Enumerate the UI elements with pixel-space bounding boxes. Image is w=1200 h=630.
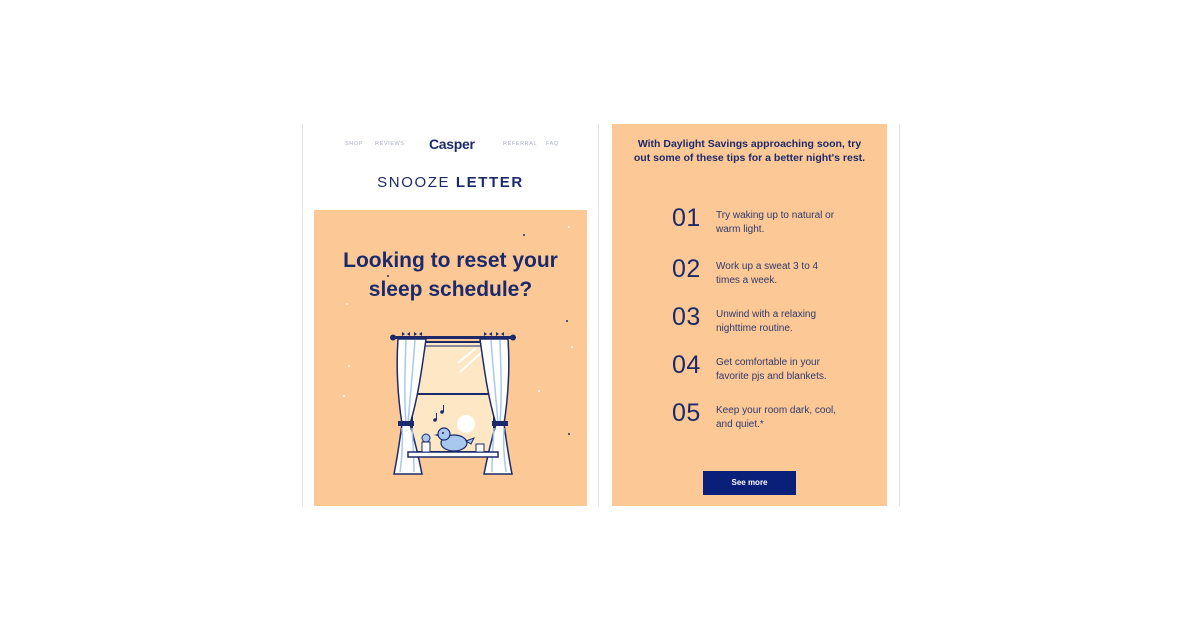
star-icon [343, 395, 345, 397]
tip-number: 05 [672, 399, 701, 427]
tip-text: Keep your room dark, cool, and quiet.* [716, 405, 837, 430]
tip-number: 03 [672, 303, 701, 331]
tip-text: Get comfortable in your favorite pjs and blankets. [716, 357, 827, 382]
hero-title [314, 246, 587, 304]
top-nav [303, 124, 598, 164]
star-icon [348, 365, 350, 367]
tip-number: 04 [672, 351, 701, 379]
hero-title-line2: sleep schedule? [368, 278, 533, 301]
email-panel-right [599, 124, 900, 506]
tip-item [612, 399, 887, 439]
hero-banner [314, 210, 587, 506]
star-icon [387, 275, 389, 277]
window-illustration [388, 328, 518, 478]
tip-item [612, 204, 887, 244]
tip-text: Work up a sweat 3 to 4 times a week. [716, 261, 819, 286]
tip-item [612, 303, 887, 343]
tip-text: Try waking up to natural or warm light. [716, 210, 835, 235]
tip-number: 01 [672, 204, 701, 232]
star-icon [571, 346, 573, 348]
casper-logo[interactable]: Casper [429, 136, 475, 152]
see-more-button[interactable]: See more [703, 471, 796, 495]
nav-link-faq[interactable]: FAQ [546, 141, 559, 147]
plant-icon [422, 434, 430, 452]
nav-link-referral[interactable]: REFERRAL [503, 141, 538, 147]
sun-icon [457, 415, 475, 433]
tips-section [612, 124, 887, 506]
star-icon [568, 226, 570, 228]
tips-intro: With Daylight Savings approaching soon, try out some of these tips for a better night's rest. [633, 138, 866, 164]
nav-link-reviews[interactable]: REVIEWS [375, 141, 405, 147]
star-icon [538, 390, 540, 392]
tip-item [612, 255, 887, 295]
hero-title-line1: Looking to reset your [343, 249, 558, 272]
tip-text: Unwind with a relaxing nighttime routine. [716, 309, 817, 334]
email-panel-left [302, 124, 599, 506]
star-icon [346, 303, 348, 305]
tip-item [612, 351, 887, 391]
newsletter-title [303, 174, 598, 191]
newsletter-title-part2: LETTER [455, 174, 524, 191]
star-icon [523, 234, 525, 236]
tip-number: 02 [672, 255, 701, 283]
star-icon [568, 433, 570, 435]
nav-link-shop[interactable]: SHOP [345, 141, 363, 147]
newsletter-title-part1: SNOOZE [377, 174, 451, 191]
star-icon [566, 320, 568, 322]
